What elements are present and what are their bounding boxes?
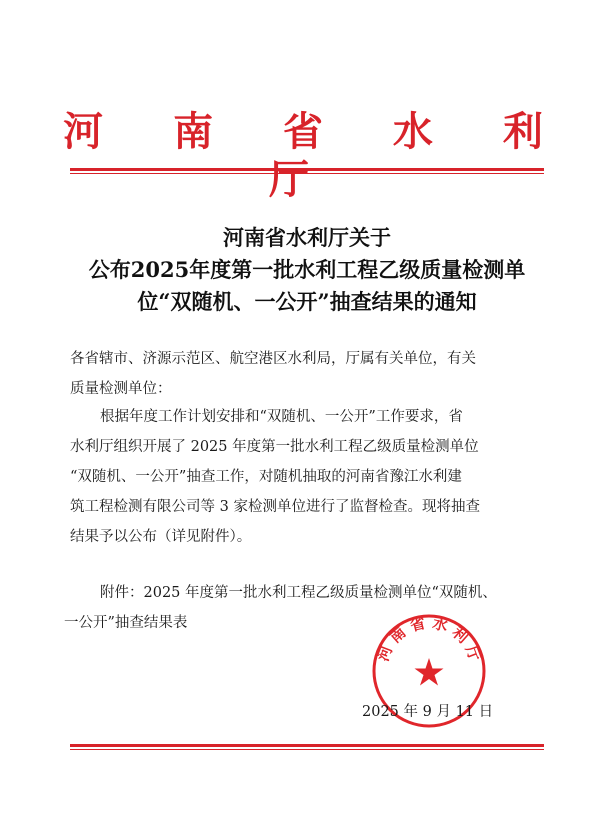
letterhead-red-rule <box>70 168 544 174</box>
attachment-line: 附件：2025 年度第一批水利工程乙级质量检测单位“双随机、 <box>100 585 497 601</box>
attachment-line: 一公开”抽查结果表 <box>64 615 188 631</box>
body-paragraph <box>70 402 550 552</box>
document-title-line: 河南省水利厅关于 <box>223 225 391 250</box>
paragraph-line: 结果予以公布（详见附件）。 <box>70 529 252 545</box>
document-title-line: 位“双随机、一公开”抽查结果的通知 <box>137 289 477 314</box>
issue-date: 2025 年 9 月 11 日 <box>362 704 494 720</box>
salutation-line: 各省辖市、济源示范区、航空港区水利局，厅属有关单位，有关 <box>70 351 476 367</box>
paragraph-line: 筑工程检测有限公司等 3 家检测单位进行了监督检查。现将抽查 <box>70 499 480 515</box>
salutation-line: 质量检测单位： <box>70 381 172 397</box>
salutation <box>70 344 550 404</box>
document-title-line: 公布2025年度第一批水利工程乙级质量检测单 <box>88 257 526 282</box>
document-title <box>70 222 544 318</box>
paragraph-line: 水利厅组织开展了 2025 年度第一批水利工程乙级质量检测单位 <box>70 439 479 455</box>
letterhead-title: 河 南 省 水 利 厅 <box>63 108 571 203</box>
paragraph-line: 根据年度工作计划安排和“双随机、一公开”工作要求，省 <box>100 409 463 425</box>
seal-star-icon <box>415 658 444 686</box>
paragraph-line: “双随机、一公开”抽查工作，对随机抽取的河南省豫江水利建 <box>70 469 462 485</box>
footer-red-rule <box>70 744 544 750</box>
seal-text: 河 南 省 水 利 厅 <box>373 613 485 664</box>
